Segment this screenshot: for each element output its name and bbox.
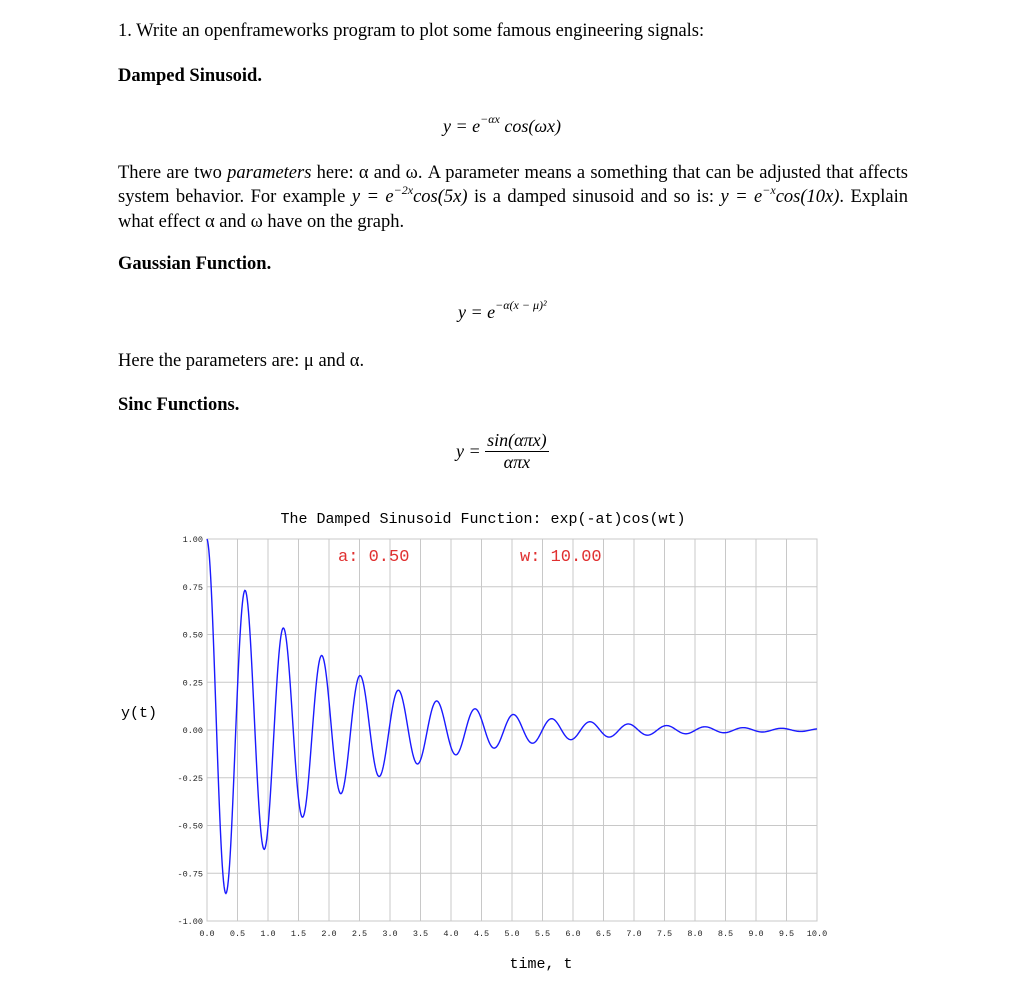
y-tick-label: -0.50 bbox=[177, 821, 203, 832]
gaussian-heading: Gaussian Function. bbox=[118, 254, 272, 274]
x-tick-label: 2.5 bbox=[351, 929, 368, 939]
x-tick-label: 6.5 bbox=[595, 929, 612, 939]
x-tick-label: 5.0 bbox=[504, 929, 520, 939]
y-tick-label: 0.50 bbox=[182, 630, 203, 641]
y-tick-label: 0.75 bbox=[182, 582, 203, 593]
x-tick-label: 4.5 bbox=[473, 929, 490, 939]
eq3-numerator: sin(απx) bbox=[487, 430, 547, 450]
x-tick-label: 9.5 bbox=[778, 929, 795, 939]
x-tick-label: 8.5 bbox=[717, 929, 734, 939]
eq2-exponent: −α(x − μ)² bbox=[495, 298, 547, 312]
param-w-label: w: 10.00 bbox=[520, 548, 602, 567]
parameters-paragraph: There are two parameters here: α and ω. A parameter means a something that can be adjusted that affects system behavior. For example $y = e^{-2x}\cos(5x)$ is a damped sinusoid and so is: $y = e^{-x}\cos(10x)$. Explain what effect α and ω have on the graph. bbox=[118, 163, 909, 232]
x-tick-label: 2.0 bbox=[321, 929, 337, 939]
eq1-exponent: −αx bbox=[480, 112, 500, 126]
x-tick-label: 7.5 bbox=[656, 929, 673, 939]
y-tick-label: 1.00 bbox=[182, 535, 203, 545]
param-a-label: a: 0.50 bbox=[338, 548, 410, 567]
sinc-title: Sinc Functions bbox=[118, 395, 235, 415]
x-tick-label: 9.0 bbox=[748, 929, 764, 939]
x-tick-label: 1.5 bbox=[290, 929, 307, 939]
x-tick-label: 0.5 bbox=[229, 929, 246, 939]
eq3-lhs: y = bbox=[456, 441, 481, 461]
x-tick-label: 3.5 bbox=[412, 929, 429, 939]
y-tick-label: 0.00 bbox=[182, 726, 203, 736]
x-tick-label: 6.0 bbox=[565, 929, 581, 939]
gaussian-title: Gaussian Function bbox=[118, 254, 267, 274]
y-axis-label: y(t) bbox=[120, 705, 158, 722]
chart-title: The Damped Sinusoid Function: exp(-at)cos(wt) bbox=[280, 511, 686, 528]
gaussian-parameters-line: Here the parameters are: μ and α. bbox=[118, 351, 365, 371]
x-tick-label: 5.5 bbox=[534, 929, 551, 939]
y-tick-label: 0.25 bbox=[182, 678, 203, 689]
damped-sinusoid-title: Damped Sinusoid bbox=[118, 66, 258, 86]
y-tick-label: -0.75 bbox=[177, 869, 203, 880]
eq1-lhs: y = e bbox=[443, 116, 481, 136]
y-tick-label: -1.00 bbox=[177, 917, 203, 927]
question-line: 1. Write an openframeworks program to plot some famous engineering signals: bbox=[118, 21, 705, 41]
y-tick-label: -0.25 bbox=[177, 773, 203, 784]
x-tick-label: 10.0 bbox=[806, 929, 828, 939]
damped-sinusoid-heading: Damped Sinusoid. bbox=[118, 66, 262, 86]
x-tick-label: 3.0 bbox=[382, 929, 398, 939]
eq1-rhs: cos(ωx) bbox=[504, 116, 562, 136]
x-tick-label: 0.0 bbox=[199, 929, 215, 939]
eq3-denominator: απx bbox=[503, 452, 531, 472]
sinc-heading: Sinc Functions. bbox=[118, 395, 240, 415]
x-tick-label: 8.0 bbox=[687, 929, 703, 939]
x-tick-label: 7.0 bbox=[626, 929, 642, 939]
eq2-lhs: y = e bbox=[458, 302, 496, 322]
x-tick-label: 1.0 bbox=[260, 929, 276, 939]
x-tick-label: 4.0 bbox=[443, 929, 459, 939]
x-axis-label: time, t bbox=[509, 956, 573, 973]
